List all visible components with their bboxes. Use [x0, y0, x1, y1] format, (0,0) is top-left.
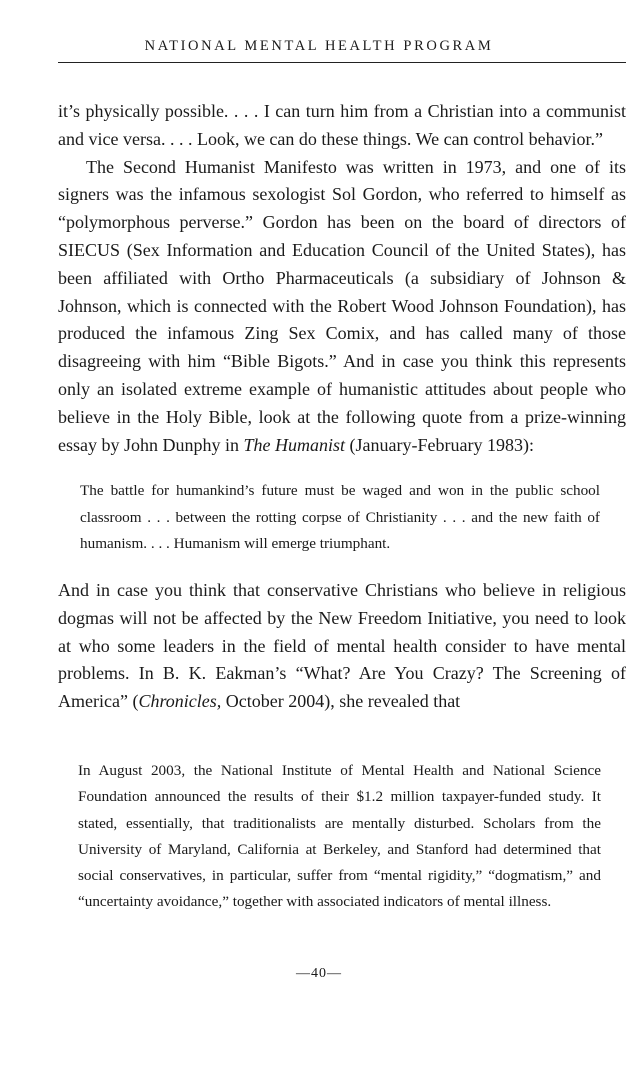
main-text-block — [58, 98, 626, 459]
header-rule — [58, 62, 626, 63]
magazine-title: Chronicles, — [138, 691, 222, 712]
block-quote-eakman: In August 2003, the National Institute of Mental Health and National Science Foundation announced the results of their $1.2 million taxpayer-funded study. It stated, essentially, that traditionalists are mentally disturbed. Scholars from the University of Maryland, California at Berkeley, and Stanford had determined that social conservatives, in particular, suffer from “mental rigidity,” “dogmatism,” and “uncertainty avoidance,” together with associated indicators of mental illness. — [78, 762, 601, 911]
paragraph-new-freedom — [58, 577, 626, 716]
paragraph-text: And in case you think that conservative Christians who believe in religious dogmas will not be affected by the New Freedom Initiative, you need to look at who some leaders in the field of mental health consider to have mental problems. In B. K. Eakman’s “What? Are You Crazy? The Screening of America” ( — [58, 580, 626, 712]
paragraph-tail: October 2004), she revealed that — [221, 691, 461, 712]
block-quote-dunphy: The battle for humankind’s future must be waged and won in the public school classroom . . . between the rotting corpse of Christianity . . . and the new faith of humanism. . . . Humanism will emerge triumphant. — [80, 482, 600, 552]
paragraph-text: The Second Humanist Manifesto was written in 1973, and one of its signers was the infamous sexologist Sol Gordon, who referred to himself as “polymorphous perverse.” Gordon has been on the board of directors of SIECUS (Sex Information and Education Council of the United States), has been affiliated with Ortho Pharmaceuticals (a subsidiary of Johnson & Johnson, which is connected with the Robert Wood Johnson Foundation), has produced the infamous Zing Sex Comix, and has called many of those disagreeing with him “Bible Bigots.” And in case you think this represents only an isolated extreme example of humanistic attitudes about people who believe in the Holy Bible, look at the following quote from a prize-winning essay by John Dunphy in — [58, 156, 626, 455]
magazine-title: The Humanist — [243, 434, 346, 455]
paragraph-humanist-manifesto — [58, 154, 626, 460]
page-number: —40— — [296, 966, 342, 981]
running-head: NATIONAL MENTAL HEALTH PROGRAM — [144, 38, 494, 54]
paragraph-continued: it’s physically possible. . . . I can turn him from a Christian into a communist and vice versa. . . . Look, we can do these things. We can control behavior.” — [58, 101, 626, 149]
paragraph-tail: (January-February 1983): — [345, 434, 534, 455]
